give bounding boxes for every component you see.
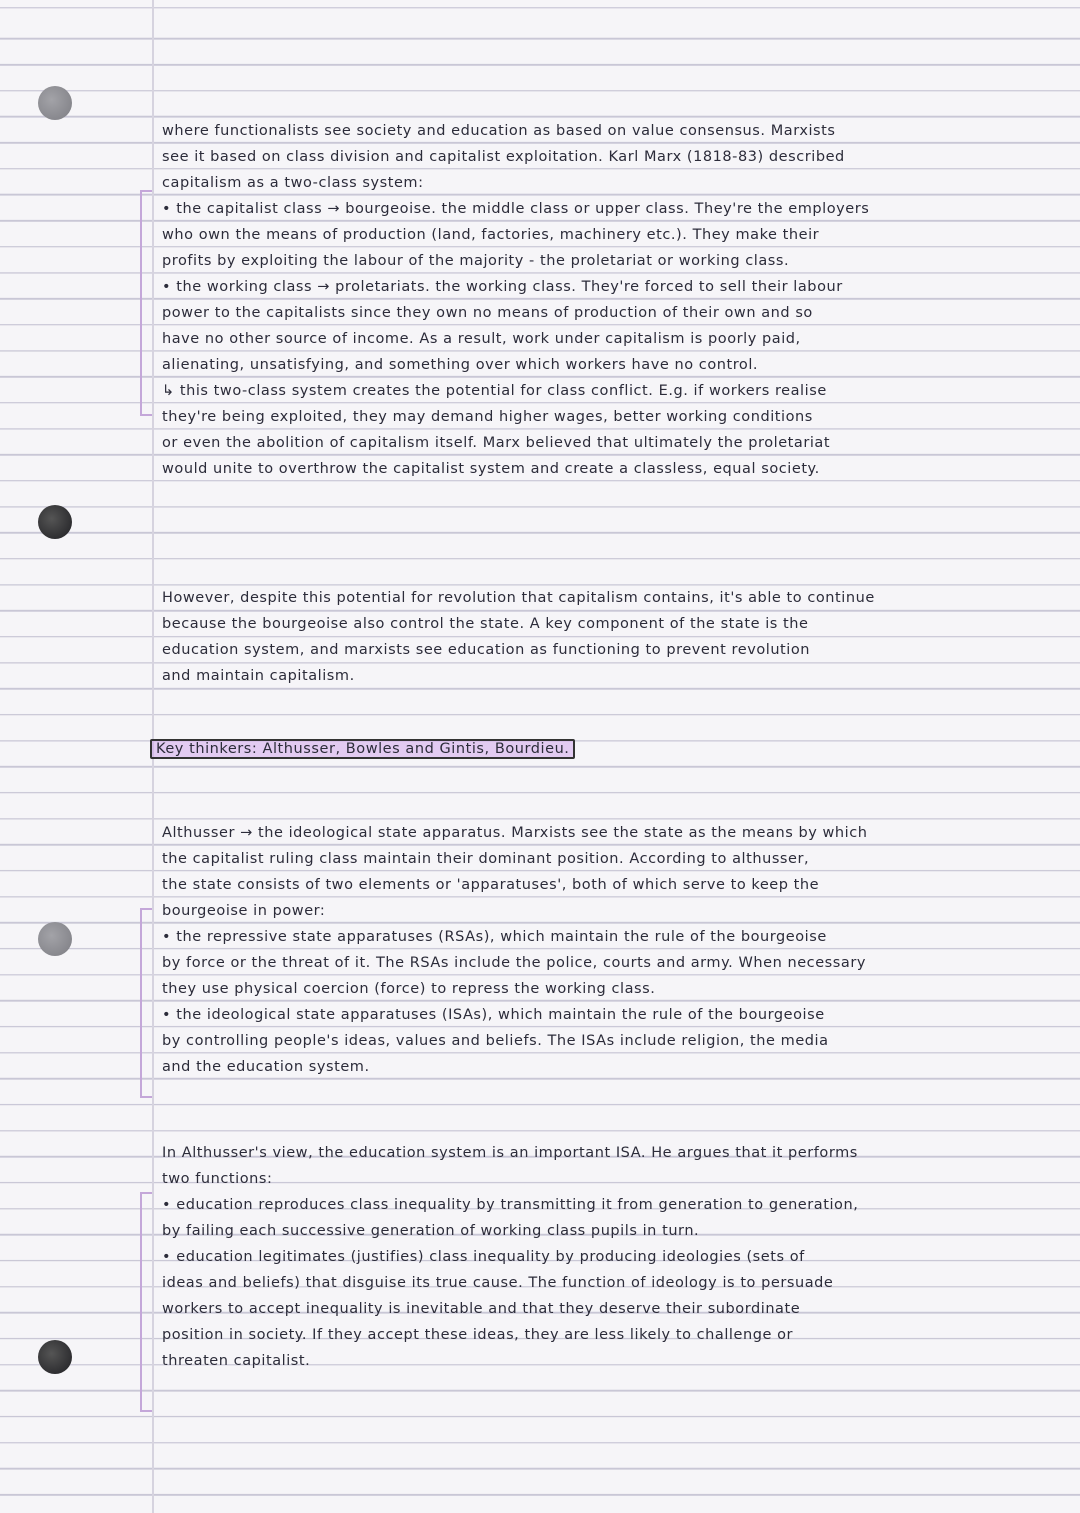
text-line: However, despite this potential for revolution that capitalism contains, it's able to continue (162, 590, 875, 606)
punch-hole (38, 505, 72, 539)
text-line: who own the means of production (land, factories, machinery etc.). They make their (162, 227, 820, 243)
paragraph-althusser (162, 820, 1067, 1080)
text-line: by force or the threat of it. The RSAs include the police, courts and army. When necessary (162, 955, 866, 971)
punch-hole (38, 1340, 72, 1374)
text-line: education system, and marxists see education as functioning to prevent revolution (162, 642, 811, 658)
text-line: • the capitalist class → bourgeoise. the middle class or upper class. They're the employers (162, 201, 870, 217)
text-line: threaten capitalist. (162, 1353, 311, 1369)
margin-bracket (140, 908, 152, 1098)
text-line: the capitalist ruling class maintain their dominant position. According to althusser, (162, 851, 810, 867)
text-line: • the ideological state apparatuses (ISAs), which maintain the rule of the bourgeoise (162, 1007, 825, 1023)
text-line: where functionalists see society and education as based on value consensus. Marxists (162, 123, 836, 139)
text-line: • education reproduces class inequality by transmitting it from generation to generation, (162, 1197, 859, 1213)
text-line: profits by exploiting the labour of the majority - the proletariat or working class. (162, 253, 790, 269)
text-line: would unite to overthrow the capitalist system and create a classless, equal society. (162, 461, 820, 477)
text-line: or even the abolition of capitalism itself. Marx believed that ultimately the proletariat (162, 435, 831, 451)
text-line: see it based on class division and capitalist exploitation. Karl Marx (1818-83) described (162, 149, 845, 165)
text-line: ↳ this two-class system creates the potential for class conflict. E.g. if workers realise (162, 383, 827, 399)
paragraph-revolution (162, 585, 1067, 689)
text-line: capitalism as a two-class system: (162, 175, 424, 191)
punch-hole (38, 922, 72, 956)
text-line: two functions: (162, 1171, 273, 1187)
text-line: by failing each successive generation of working class pupils in turn. (162, 1223, 700, 1239)
text-line: the state consists of two elements or 'apparatuses', both of which serve to keep the (162, 877, 820, 893)
paragraph-education-isa (162, 1140, 1067, 1374)
paragraph-marx (162, 118, 1067, 482)
text-line: alienating, unsatisfying, and something over which workers have no control. (162, 357, 759, 373)
text-line: because the bourgeoise also control the state. A key component of the state is the (162, 616, 809, 632)
text-line: Althusser → the ideological state apparatus. Marxists see the state as the means by which (162, 825, 868, 841)
text-line: power to the capitalists since they own no means of production of their own and so (162, 305, 813, 321)
key-thinkers-box: Key thinkers: Althusser, Bowles and Gintis, Bourdieu. (150, 739, 575, 759)
text-line: by controlling people's ideas, values and beliefs. The ISAs include religion, the media (162, 1033, 829, 1049)
key-thinkers-heading (150, 736, 1055, 762)
text-line: • education legitimates (justifies) class inequality by producing ideologies (sets of (162, 1249, 805, 1265)
text-line: they use physical coercion (force) to repress the working class. (162, 981, 656, 997)
punch-hole (38, 86, 72, 120)
text-line: and the education system. (162, 1059, 370, 1075)
text-line: ideas and beliefs) that disguise its true cause. The function of ideology is to persuade (162, 1275, 834, 1291)
text-line: bourgeoise in power: (162, 903, 326, 919)
text-line: they're being exploited, they may demand higher wages, better working conditions (162, 409, 813, 425)
text-line: have no other source of income. As a result, work under capitalism is poorly paid, (162, 331, 801, 347)
text-line: workers to accept inequality is inevitable and that they deserve their subordinate (162, 1301, 801, 1317)
text-line: In Althusser's view, the education system is an important ISA. He argues that it performs (162, 1145, 858, 1161)
text-line: position in society. If they accept these ideas, they are less likely to challenge or (162, 1327, 794, 1343)
text-line: and maintain capitalism. (162, 668, 355, 684)
text-line: • the working class → proletariats. the working class. They're forced to sell their labour (162, 279, 843, 295)
margin-bracket (140, 1192, 152, 1412)
text-line: • the repressive state apparatuses (RSAs), which maintain the rule of the bourgeoise (162, 929, 827, 945)
margin-bracket (140, 190, 152, 416)
